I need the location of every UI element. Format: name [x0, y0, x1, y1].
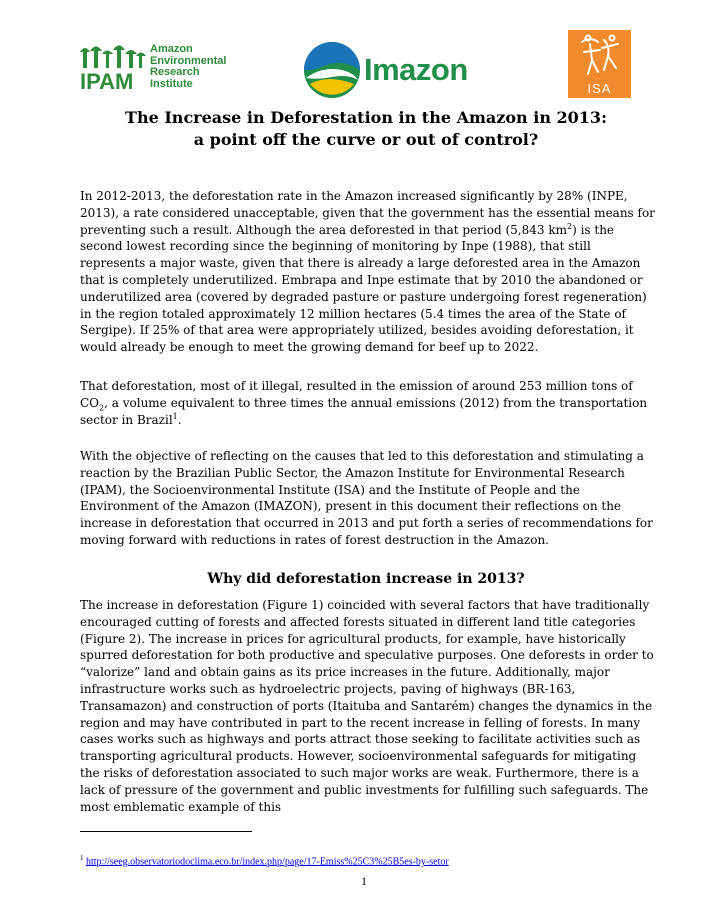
ipam-full-name: [150, 44, 226, 90]
footnote-number: 1: [80, 854, 84, 862]
ipam-line-1: Amazon: [150, 43, 193, 55]
ipam-line-2: Environmental: [150, 54, 227, 67]
imazon-logo: [302, 40, 482, 100]
footnote-divider: [80, 831, 252, 832]
footnote: [80, 854, 449, 867]
document-title: [60, 107, 672, 151]
paragraph-2-text-c: .: [177, 412, 182, 427]
paragraph-4: [80, 597, 656, 815]
paragraph-4-text: The increase in deforestation (Figure 1) coincided with several factors that have traditionally encouraged cutting of forests and affected forests situated in different land title categories (Figure 2). The increase in prices for agricultural products, for example, have historically spurred deforestation for both productive and speculative purposes. One deforests in order to “valorize” land and obtain gains as its price increases in the future. Additionally, major infrastructure works such as hydroelectric projects, paving of highways (BR-163, Transamazon) and construction of ports (Itaituba and Santarém) changes the dynamics in the region and may have contributed in part to the recent increase in felling of forests. In many cases works such as highways and ports attract those seeking to facilitate activities such as transporting agricultural products. However, socioenvironmental safeguards for mitigating the risks of deforestation associated to such major works are weak. Furthermore, there is a lack of pressure of the government and public investments for fulfilling such safeguards. The most emblematic example of this: [80, 598, 654, 814]
section-heading: Why did deforestation increase in 2013?: [207, 571, 525, 587]
paragraph-3: [80, 448, 656, 549]
isa-wordmark: ISA: [587, 81, 612, 96]
paragraph-2: [80, 378, 656, 428]
paragraph-3-text: With the objective of reflecting on the causes that led to this deforestation and stimulating a reaction by the Brazilian Public Sector, the Amazon Institute for Environmental Research (IPAM), the Socioenvironmental Institute (ISA) and the Institute of People and the Environment of the Amazon (IMAZON), present in this document their reflections on the increase in deforestation that occurred in 2013 and put forth a series of recommendations for moving forward with reductions in rates of forest destruction in the Amazon.: [80, 449, 653, 547]
paragraph-1: [80, 188, 656, 356]
ipam-abbr: IPAM: [80, 69, 134, 90]
co2-subscript: 2: [99, 403, 105, 413]
ipam-line-3: Research: [150, 66, 200, 78]
km2-superscript: 2: [566, 221, 573, 231]
imazon-globe-icon: [302, 40, 362, 100]
title-line-2: a point off the curve or out of control?: [193, 130, 539, 149]
footnote-link[interactable]: http://seeg.observatoriodoclima.eco.br/index.php/page/17-Emiss%25C3%25B5es-by-setor: [86, 856, 449, 868]
isa-figure-icon: [568, 30, 631, 80]
page-number: 1: [361, 874, 367, 888]
logo-header: [0, 0, 728, 104]
paragraph-1-text-a: In 2012-2013, the deforestation rate in the Amazon increased significantly by 28% (INPE, 2013), a rate considered unacceptable, given that the government has the essential means for preventing such a result. Although the area deforested in that period (5,843 km: [80, 189, 655, 237]
title-line-1: The Increase in Deforestation in the Amazon in 2013:: [125, 108, 607, 127]
paragraph-1-text-b: ) is the second lowest recording since the beginning of monitoring by Inpe (1988), that still represents a major waste, given that there is already a large deforested area in the Amazon that is completely underutilized. Embrapa and Inpe estimate that by 2010 the abandoned or underutilized area (covered by degraded pasture or pasture undergoing forest regeneration) in the region totaled approximately 12 million hectares (5.4 times the area of the State of Sergipe). If 25% of that area were appropriately utilized, besides avoiding deforestation, it would already be enough to meet the growing demand for beef up to 2022.: [80, 222, 647, 355]
paragraph-2-text-b: , a volume equivalent to three times the annual emissions (2012) from the transportation sector in Brazil: [80, 395, 648, 427]
ipam-logo: [80, 42, 240, 92]
imazon-wordmark: Imazon: [364, 52, 468, 87]
paragraph-2-text-a: That deforestation, most of it illegal, resulted in the emission of around 253 million tons of CO: [80, 379, 633, 410]
ipam-logo-mark: [80, 42, 148, 90]
ipam-line-4: Institute: [150, 77, 193, 90]
isa-logo: [568, 30, 631, 98]
footnote-reference[interactable]: 1: [172, 411, 178, 421]
